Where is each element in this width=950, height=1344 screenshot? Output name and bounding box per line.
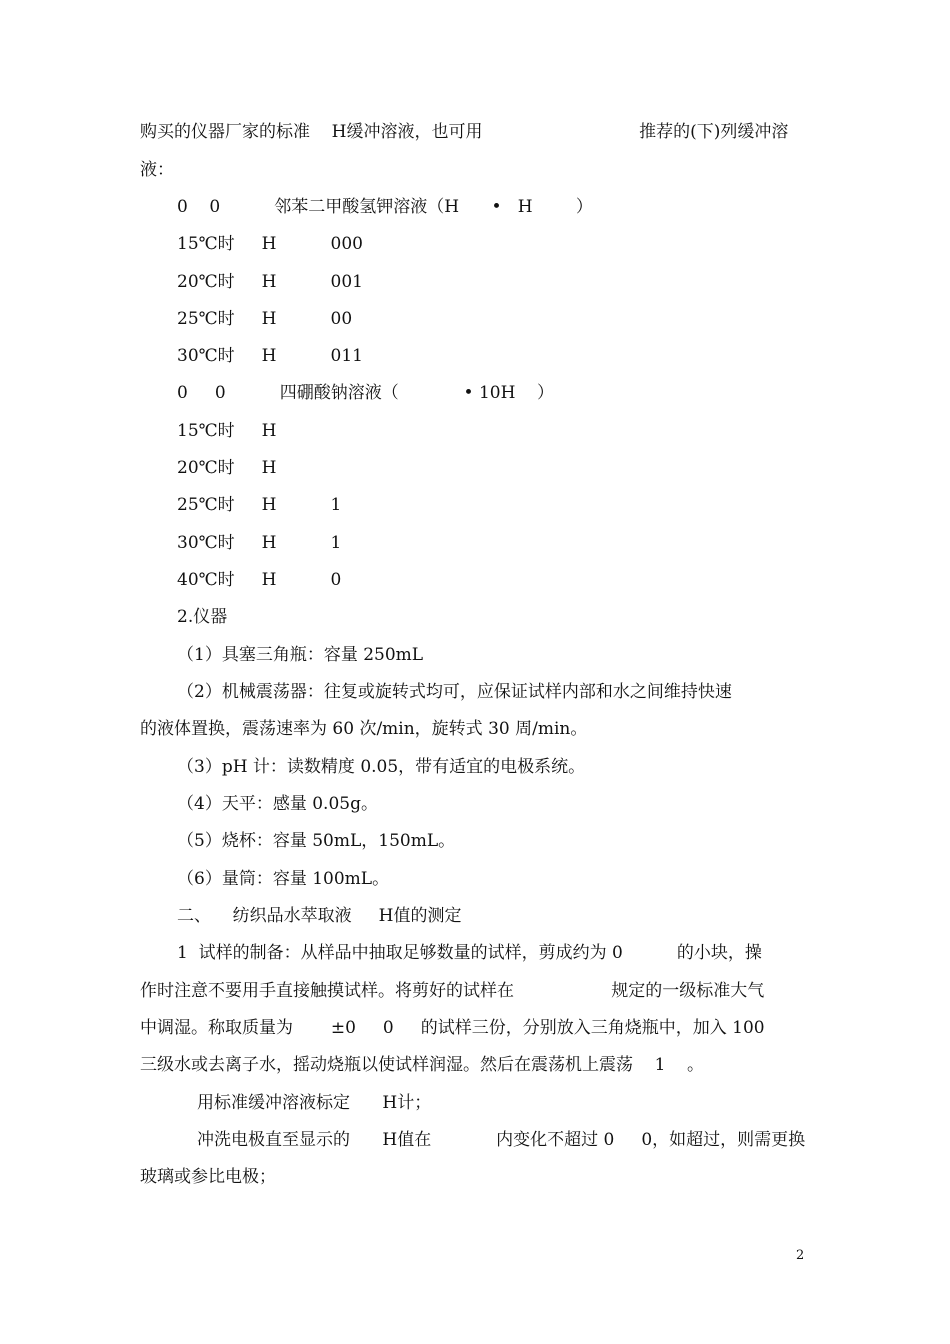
text-line-4: 15℃时 H 000 — [177, 234, 363, 254]
section-heading-instruments: 2.仪器 — [177, 607, 228, 627]
text-line-5: 20℃时 H 001 — [177, 272, 363, 292]
text-line-10: 20℃时 H — [177, 458, 277, 478]
text-line-28: 冲洗电极直至显示的 H值在 内变化不超过 0 0，如超过，则需更换 — [197, 1130, 806, 1150]
text-line-21: （6）量筒：容量 100mL。 — [177, 869, 390, 889]
text-line-23: 1 试样的制备：从样品中抽取足够数量的试样，剪成约为 0 的小块，操 — [177, 943, 762, 963]
text-line-29: 玻璃或参比电极； — [140, 1167, 276, 1187]
page-number: 2 — [796, 1248, 805, 1263]
text-line-27: 用标准缓冲溶液标定 H计； — [197, 1093, 432, 1113]
text-line-16: （2）机械震荡器：往复或旋转式均可，应保证试样内部和水之间维持快速 — [177, 682, 732, 702]
text-line-18: （3）pH 计：读数精度 0.05，带有适宜的电极系统。 — [177, 757, 586, 777]
text-line-19: （4）天平：感量 0.05g。 — [177, 794, 378, 814]
text-line-11: 25℃时 H 1 — [177, 495, 342, 515]
text-line-3: 0 0 邻苯二甲酸氢钾溶液（H • H ） — [177, 197, 593, 217]
text-line-9: 15℃时 H — [177, 421, 277, 441]
text-line-6: 25℃时 H 00 — [177, 309, 353, 329]
text-line-24: 作时注意不要用手直接触摸试样。将剪好的试样在 规定的一级标准大气 — [140, 981, 765, 1001]
text-line-17: 的液体置换，震荡速率为 60 次/min，旋转式 30 周/min。 — [140, 719, 588, 739]
section-heading-ph-measurement: 二、 纺织品水萃取液 H值的测定 — [177, 906, 462, 926]
text-line-13: 40℃时 H 0 — [177, 570, 342, 590]
text-line-2: 液： — [140, 160, 174, 180]
text-line-15: （1）具塞三角瓶：容量 250mL — [177, 645, 424, 665]
text-line-26: 三级水或去离子水，摇动烧瓶以使试样润湿。然后在震荡机上震荡 1 。 — [140, 1055, 705, 1075]
text-line-7: 30℃时 H 011 — [177, 346, 363, 366]
text-line-12: 30℃时 H 1 — [177, 533, 342, 553]
text-line-1: 购买的仪器厂家的标准 H缓冲溶液，也可用 推荐的(下)列缓冲溶 — [140, 122, 789, 142]
text-line-20: （5）烧杯：容量 50mL，150mL。 — [177, 831, 456, 851]
text-line-8: 0 0 四硼酸钠溶液（ • 10H ） — [177, 383, 555, 403]
text-line-25: 中调湿。称取质量为 ±0 0 的试样三份，分别放入三角烧瓶中，加入 100 — [140, 1018, 765, 1038]
